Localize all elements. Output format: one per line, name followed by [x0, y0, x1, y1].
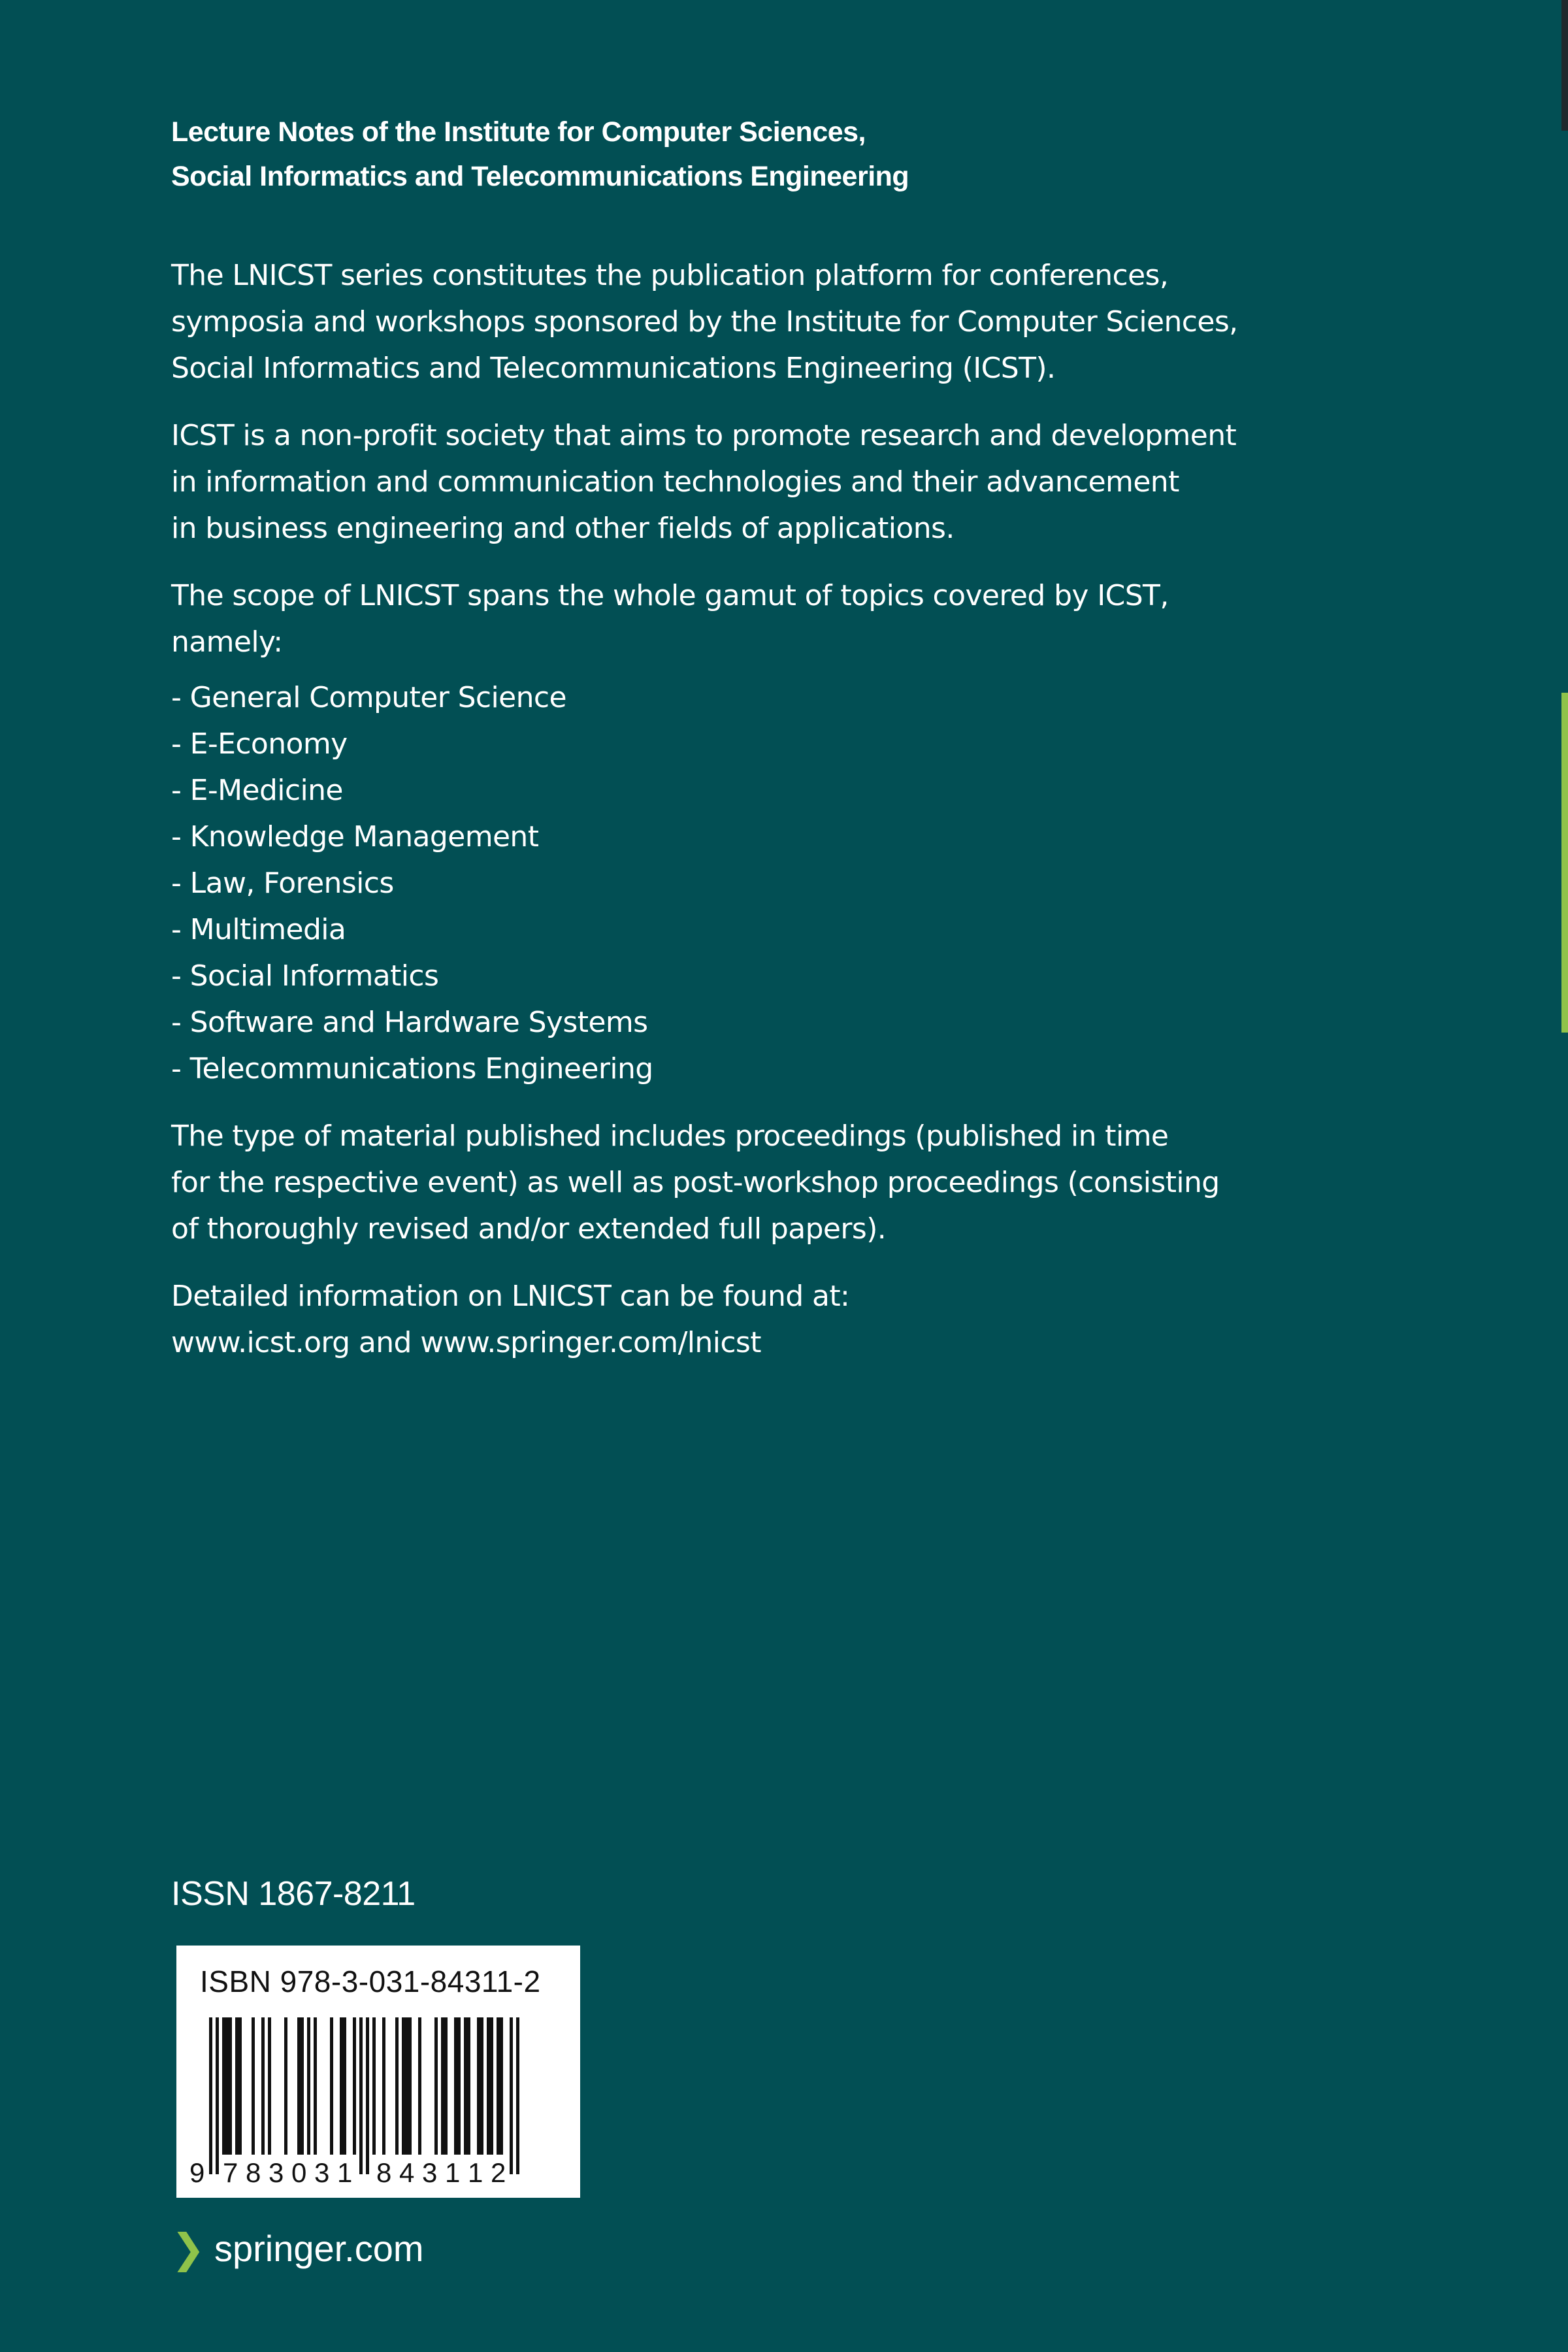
barcode-bar	[457, 2017, 461, 2155]
barcode-bar	[408, 2017, 412, 2155]
barcode-bar	[454, 2017, 457, 2155]
barcode-bar	[301, 2017, 304, 2155]
barcode-bar	[314, 2017, 317, 2155]
barcode-bar	[366, 2017, 369, 2174]
scope-paragraph: The scope of LNICST spans the whole gamut of topics covered by ICST, namely:	[171, 579, 1169, 659]
barcode-bar	[353, 2017, 356, 2155]
series-title-line-2: Social Informatics and Telecommunications Engineering	[171, 161, 909, 192]
topic-item: - Telecommunications Engineering	[171, 1052, 653, 1085]
barcode-digit: 3	[269, 2157, 284, 2187]
barcode-bar	[500, 2017, 503, 2155]
barcode-bar	[284, 2017, 287, 2155]
barcode-digit: 3	[314, 2157, 330, 2187]
barcode-digit: 1	[468, 2157, 483, 2187]
barcode-bar	[464, 2017, 467, 2155]
barcode-digit: 2	[491, 2157, 506, 2187]
icst-paragraph: ICST is a non-profit society that aims to promote research and development in information and communication technologies and their advancement in business engineering and other fields of applications.	[171, 419, 1237, 545]
barcode-bar	[441, 2017, 444, 2155]
barcode-bar	[235, 2017, 238, 2155]
barcode-bar	[434, 2017, 438, 2155]
springer-link[interactable]	[171, 2225, 424, 2272]
barcode-bar	[209, 2017, 212, 2174]
topic-item: - E-Economy	[171, 727, 348, 761]
topics-list	[171, 674, 1282, 1092]
isbn-barcode-panel	[176, 1946, 580, 2198]
barcode-digit: 8	[246, 2157, 261, 2187]
barcode-bar	[402, 2017, 405, 2155]
barcode-bar	[343, 2017, 346, 2155]
barcode-graphic	[189, 2017, 568, 2187]
topic-item: - Multimedia	[171, 913, 346, 946]
series-title-line-1: Lecture Notes of the Institute for Computer Sciences,	[171, 116, 866, 148]
barcode-bar	[477, 2017, 480, 2155]
topic-item: - General Computer Science	[171, 681, 566, 714]
barcode-digit: 1	[445, 2157, 461, 2187]
back-cover-content	[171, 110, 1282, 1387]
edge-strip-dark	[1561, 0, 1568, 131]
barcode-bar	[467, 2017, 470, 2155]
barcode-digit: 1	[337, 2157, 353, 2187]
topic-item: - Software and Hardware Systems	[171, 1006, 648, 1039]
edge-strip-green	[1561, 693, 1568, 1033]
barcode-digit: 7	[223, 2157, 238, 2187]
barcode-digit: 0	[291, 2157, 307, 2187]
barcode-bar	[487, 2017, 490, 2155]
barcode-bar	[418, 2017, 421, 2155]
material-paragraph: The type of material published includes proceedings (published in time for the respective event) as well as post-workshop proceedings (consisting of thoroughly revised and/or extended full papers).	[171, 1119, 1220, 1246]
barcode-bar	[516, 2017, 519, 2174]
isbn-label: ISBN 978-3-031-84311-2	[200, 1964, 541, 1998]
barcode-bar	[252, 2017, 255, 2155]
springer-link-text: springer.com	[214, 2228, 424, 2269]
topic-item: - Knowledge Management	[171, 820, 539, 853]
series-title	[171, 110, 1282, 199]
barcode-digit: 9	[189, 2157, 205, 2187]
barcode-bar	[229, 2017, 232, 2155]
barcode-bar	[268, 2017, 271, 2155]
barcode-bar	[490, 2017, 493, 2155]
barcode-bar	[444, 2017, 448, 2155]
barcode-bar	[297, 2017, 301, 2155]
intro-paragraph: The LNICST series constitutes the publication platform for conferences, symposia and workshops sponsored by the Institute for Computer Sciences, Social Informatics and Telecommunications Engineering (ICST).	[171, 259, 1238, 385]
barcode-digit: 3	[422, 2157, 438, 2187]
barcode-bar	[510, 2017, 513, 2174]
barcode-bar	[225, 2017, 229, 2155]
barcode-bar	[480, 2017, 483, 2155]
barcode-bar	[261, 2017, 265, 2155]
barcode-bar	[307, 2017, 310, 2155]
barcode-bar	[405, 2017, 408, 2155]
barcode-bar	[222, 2017, 225, 2155]
topic-item: - Law, Forensics	[171, 867, 394, 900]
topic-item: - E-Medicine	[171, 774, 343, 807]
barcode-bar	[372, 2017, 376, 2155]
barcode-bar	[340, 2017, 343, 2155]
barcode-digit: 8	[376, 2157, 392, 2187]
issn-number: ISSN 1867-8211	[171, 1875, 416, 1913]
barcode-bar	[395, 2017, 399, 2155]
info-paragraph: Detailed information on LNICST can be found at: www.icst.org and www.springer.com/lnicst	[171, 1280, 850, 1359]
topic-item: - Social Informatics	[171, 959, 439, 993]
barcode-bar	[497, 2017, 500, 2155]
barcode-bar	[216, 2017, 219, 2174]
barcode-bar	[382, 2017, 385, 2155]
barcode-bar	[330, 2017, 333, 2155]
barcode-bar	[238, 2017, 242, 2155]
barcode-digit: 4	[399, 2157, 415, 2187]
chevron-right-icon: ❯	[171, 2225, 205, 2272]
barcode-bar	[359, 2017, 363, 2174]
